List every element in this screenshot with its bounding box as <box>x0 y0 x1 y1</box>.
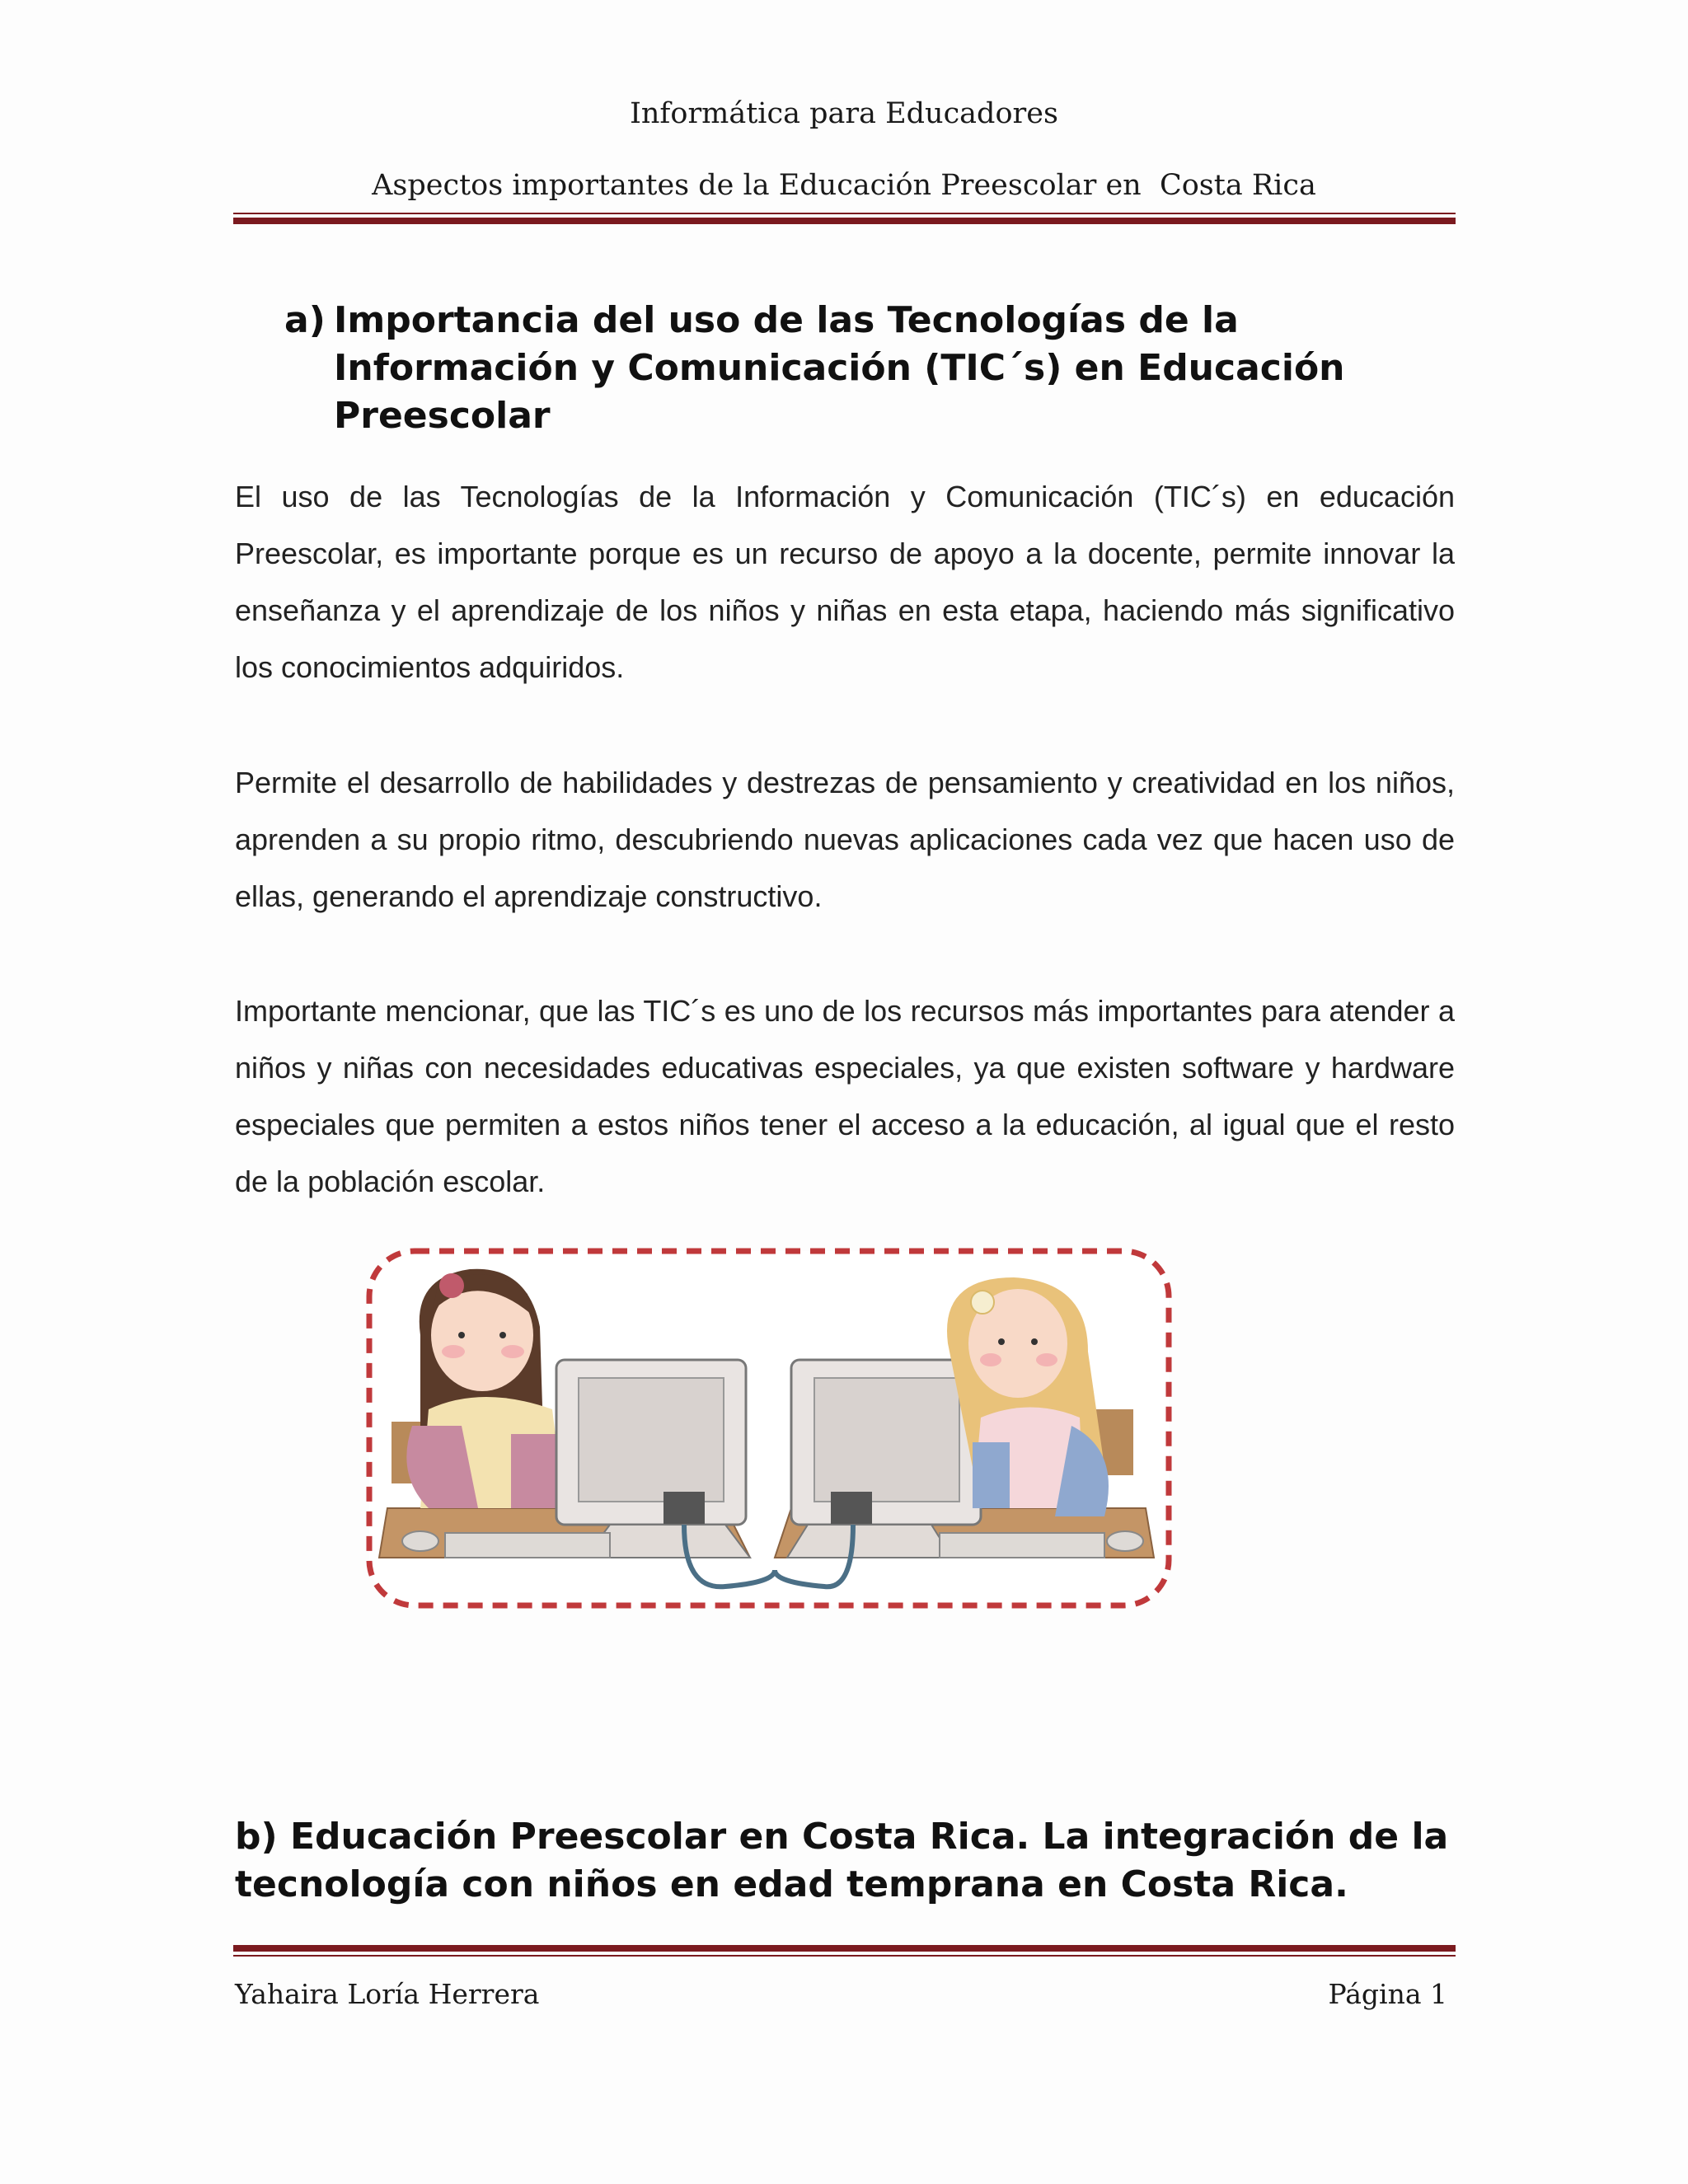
footer-rule-thin <box>233 1955 1456 1957</box>
keyboard-left <box>445 1533 610 1558</box>
section-a-heading <box>284 297 1438 437</box>
paragraph-2: Permite el desarrollo de habilidades y destrezas de pensamiento y creatividad en los niños, aprenden a su propio ritmo, descubriendo nuevas aplicaciones cada vez que hacen uso de ellas, generando el aprendizaje constructivo. <box>235 766 1455 913</box>
paragraph-1: El uso de las Tecnologías de la Información y Comunicación (TIC´s) en educación Preescolar, es importante porque es un recurso de apoyo a la docente, permite innovar la enseñanza y el aprendizaje de los niños y niñas en esta etapa, haciendo más significativo los conocimientos adquiridos. <box>235 480 1455 684</box>
section-b-label: b) <box>235 1816 278 1858</box>
header-title: Informática para Educadores <box>630 97 1058 130</box>
footer-rule-thick <box>233 1945 1456 1952</box>
children-computers-illustration <box>363 1244 1187 1615</box>
mouse-right <box>1107 1531 1143 1551</box>
mouse-left <box>402 1531 438 1551</box>
section-a-label: a) <box>284 299 326 341</box>
header-rule-thick <box>233 218 1456 224</box>
header-rule-thin <box>233 213 1456 214</box>
keyboard-right <box>940 1533 1104 1558</box>
section-a-title: Importancia del uso de las Tecnologías de la Información y Comunicación (TIC´s) en Educación Preescolar <box>334 299 1345 437</box>
section-b-heading <box>235 1813 1455 1909</box>
paragraph-3: Importante mencionar, que las TIC´s es uno de los recursos más importantes para atender a niños y niñas con necesidades educativas especiales, ya que existen software y hardware especiales que permiten a estos niños tener el acceso a la educación, al igual que el resto de la población escolar. <box>235 994 1455 1198</box>
footer-author: Yahaira Loría Herrera <box>235 1978 540 2010</box>
footer-page-number: Página 1 <box>1328 1978 1447 2010</box>
header-subtitle: Aspectos importantes de la Educación Preescolar en Costa Rica <box>372 169 1316 202</box>
section-b-title: Educación Preescolar en Costa Rica. La integración de la tecnología con niños en edad temprana en Costa Rica. <box>235 1816 1449 1905</box>
